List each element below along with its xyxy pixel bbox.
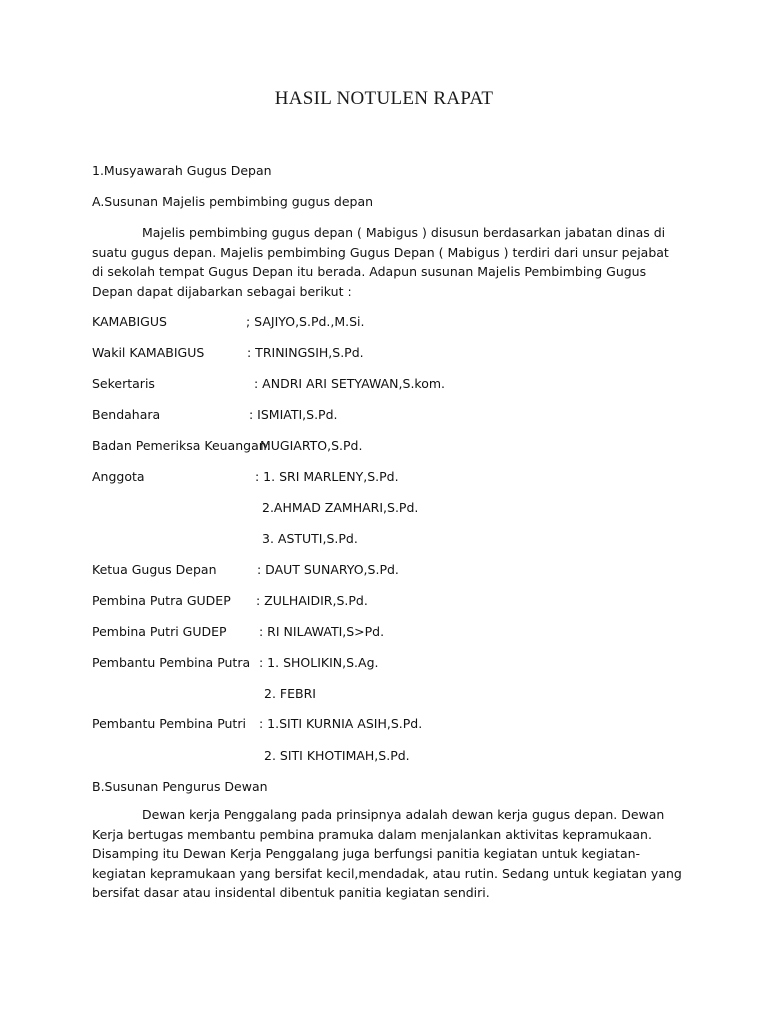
roster-value: ; SAJIYO,S.Pd.,M.Si.	[246, 314, 365, 329]
paragraph-dewan-text: Dewan kerja Penggalang pada prinsipnya adalah dewan kerja gugus depan. Dewan Kerja bertugas membantu pembina pramuka dalam menjalankan aktivitas kepramukaan. Disamping itu Dewan Kerja Penggalang juga berfungsi panitia kegiatan untuk kegiatan-kegiatan kepramukaan yang bersifat kecil,mendadak, atau rutin. Sedang untuk kegiatan yang bersifat dasar atau insidental dibentuk panitia kegiatan sendiri.	[92, 807, 682, 900]
document-title: HASIL NOTULEN RAPAT	[274, 88, 494, 109]
roster-value: : 1. SHOLIKIN,S.Ag.	[259, 655, 379, 670]
roster-role: Sekertaris	[92, 376, 155, 391]
roster-role: Bendahara	[92, 407, 161, 422]
roster-role: Badan Pemeriksa Keuangan:	[92, 438, 271, 453]
roster-value: : DAUT SUNARYO,S.Pd.	[257, 562, 399, 577]
roster-role: Anggota	[92, 469, 145, 484]
roster-value: 2. FEBRI	[264, 686, 316, 701]
roster-role: Ketua Gugus Depan	[92, 562, 217, 577]
roster-value: : ZULHAIDIR,S.Pd.	[256, 593, 368, 608]
roster-role: KAMABIGUS	[92, 314, 167, 329]
roster-value: : 1.SITI KURNIA ASIH,S.Pd.	[259, 716, 423, 731]
roster-value: : TRININGSIH,S.Pd.	[247, 345, 364, 360]
subsection-heading-majelis: A.Susunan Majelis pembimbing gugus depan	[92, 194, 374, 209]
paragraph-majelis-text: Majelis pembimbing gugus depan ( Mabigus ) disusun berdasarkan jabatan dinas di suatu gugus depan. Majelis pembimbing Gugus Depan ( Mabigus ) terdiri dari unsur pejabat di sekolah tempat Gugus Depan itu berada. Adapun susunan Majelis Pembimbing Gugus Depan dapat dijabarkan sebagai berikut :	[92, 225, 669, 299]
roster-role: Pembantu Pembina Putra	[92, 655, 251, 670]
paragraph-majelis	[92, 223, 682, 301]
roster-role: Wakil KAMABIGUS	[92, 345, 205, 360]
roster-role: Pembantu Pembina Putri	[92, 716, 246, 731]
roster-role: Pembina Putra GUDEP	[92, 593, 231, 608]
section-heading-musyawarah: 1.Musyawarah Gugus Depan	[92, 163, 272, 178]
roster-value: : ANDRI ARI SETYAWAN,S.kom.	[254, 376, 446, 391]
roster-value: 2.AHMAD ZAMHARI,S.Pd.	[262, 500, 419, 515]
roster-role: Pembina Putri GUDEP	[92, 624, 227, 639]
roster-value: MUGIARTO,S.Pd.	[260, 438, 363, 453]
roster-value: 3. ASTUTI,S.Pd.	[262, 531, 358, 546]
roster-value: : RI NILAWATI,S>Pd.	[259, 624, 385, 639]
roster-value: : 1. SRI MARLENY,S.Pd.	[255, 469, 399, 484]
roster-value: : ISMIATI,S.Pd.	[249, 407, 338, 422]
paragraph-dewan	[92, 805, 682, 903]
subsection-heading-dewan: B.Susunan Pengurus Dewan	[92, 779, 268, 794]
roster-value: 2. SITI KHOTIMAH,S.Pd.	[264, 748, 410, 763]
